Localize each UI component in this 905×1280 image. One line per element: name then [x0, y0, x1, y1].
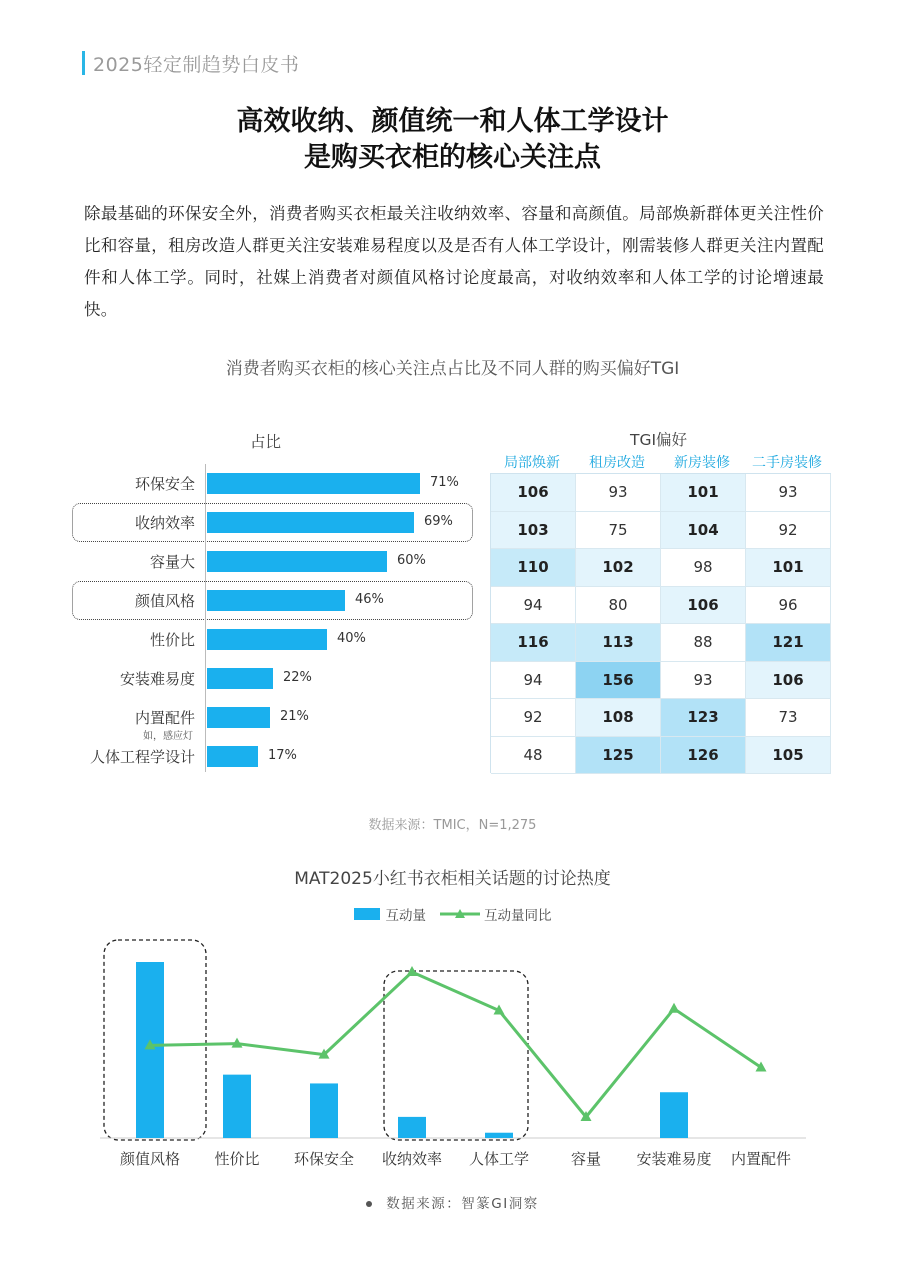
highlight-box	[384, 971, 528, 1140]
x-tick-label: 收纳效率	[381, 1150, 442, 1168]
share-bar	[207, 629, 327, 650]
tgi-cell: 106	[491, 474, 576, 512]
page-title	[0, 104, 905, 176]
tgi-cell: 125	[576, 737, 661, 775]
source-note-1: 数据来源：TMIC，N=1,275	[368, 818, 537, 833]
tgi-table	[490, 473, 831, 773]
legend-bar-label: 互动量	[385, 908, 426, 924]
x-tick-label: 颜值风格	[119, 1150, 180, 1168]
share-column-title: 占比	[250, 433, 282, 451]
tgi-cell: 92	[746, 512, 831, 550]
tgi-cell: 108	[576, 699, 661, 737]
source-note-2	[0, 1192, 905, 1212]
tgi-cell: 106	[746, 662, 831, 700]
tgi-cell: 156	[576, 662, 661, 700]
bar-category-note: 如，感应灯	[143, 731, 193, 742]
header	[82, 50, 299, 76]
tgi-cell: 123	[661, 699, 746, 737]
tgi-cell: 98	[661, 549, 746, 587]
share-bar-value: 21%	[280, 709, 309, 724]
tgi-column-title: TGI偏好	[630, 431, 688, 449]
share-bar	[207, 512, 414, 533]
legend-bar-swatch	[354, 908, 380, 920]
tgi-cell: 101	[661, 474, 746, 512]
tgi-cell: 103	[491, 512, 576, 550]
tgi-cell: 75	[576, 512, 661, 550]
x-tick-label: 环保安全	[293, 1150, 354, 1168]
share-bar	[207, 551, 387, 572]
chart2-legend	[0, 904, 905, 924]
bar-category-label: 环保安全	[134, 475, 195, 493]
x-tick-label: 容量	[570, 1150, 601, 1168]
tgi-column-header: 租房改造	[589, 455, 645, 471]
bar-category-label: 内置配件	[134, 709, 195, 727]
interaction-bar	[136, 962, 164, 1138]
x-tick-label: 性价比	[214, 1150, 260, 1168]
x-tick-label: 人体工学	[468, 1150, 529, 1168]
header-title: 2025轻定制趋势白皮书	[93, 53, 300, 76]
bar-category-label: 安装难易度	[119, 670, 195, 688]
share-bar	[207, 707, 270, 728]
tgi-cell: 121	[746, 624, 831, 662]
share-bar-value: 69%	[424, 514, 453, 529]
interaction-bar	[310, 1083, 338, 1138]
share-bar-value: 71%	[430, 475, 459, 490]
share-bar-value: 17%	[268, 748, 297, 763]
share-bar-value: 22%	[283, 670, 312, 685]
x-tick-label: 内置配件	[730, 1150, 791, 1168]
interaction-bar	[660, 1092, 688, 1138]
tgi-cell: 104	[661, 512, 746, 550]
interaction-bar	[398, 1117, 426, 1138]
bar-category-label: 性价比	[149, 631, 195, 649]
discussion-heat-chart	[100, 932, 810, 1147]
share-bar	[207, 746, 258, 767]
source-note-2-text: 数据来源：智篆GI洞察	[386, 1196, 539, 1212]
tgi-cell: 101	[746, 549, 831, 587]
interaction-bar	[485, 1133, 513, 1138]
share-bar-value: 60%	[397, 553, 426, 568]
tgi-cell: 102	[576, 549, 661, 587]
tgi-cell: 106	[661, 587, 746, 625]
header-accent-bar	[82, 51, 85, 75]
tgi-cell: 93	[576, 474, 661, 512]
tgi-cell: 80	[576, 587, 661, 625]
tgi-cell: 113	[576, 624, 661, 662]
interaction-bar	[223, 1075, 251, 1138]
page-title-line2: 是购买衣柜的核心关注点	[304, 142, 601, 173]
share-bar	[207, 473, 420, 494]
tgi-column-header: 局部焕新	[504, 455, 560, 471]
tgi-cell: 73	[746, 699, 831, 737]
legend-line-label: 互动量同比	[484, 908, 552, 924]
tgi-cell: 110	[491, 549, 576, 587]
share-bar-value: 40%	[337, 631, 366, 646]
legend-line-swatch	[440, 908, 480, 920]
page-title-line1: 高效收纳、颜值统一和人体工学设计	[236, 106, 669, 137]
tgi-cell: 88	[661, 624, 746, 662]
tgi-cell: 105	[746, 737, 831, 775]
tgi-cell: 48	[491, 737, 576, 775]
tgi-cell: 116	[491, 624, 576, 662]
bar-category-label: 人体工程学设计	[89, 748, 195, 766]
share-bar	[207, 590, 345, 611]
tgi-cell: 96	[746, 587, 831, 625]
chart2-title: MAT2025小红书衣柜相关话题的讨论热度	[294, 869, 611, 889]
bar-category-label: 容量大	[149, 553, 195, 571]
x-tick-label: 安装难易度	[636, 1150, 712, 1168]
bar-category-label: 收纳效率	[134, 514, 195, 532]
tgi-cell: 94	[491, 587, 576, 625]
share-axis-line	[205, 464, 206, 772]
tgi-cell: 93	[661, 662, 746, 700]
tgi-column-header: 新房装修	[674, 455, 730, 471]
intro-paragraph: 除最基础的环保安全外，消费者购买衣柜最关注收纳效率、容量和高颜值。局部焕新群体更关注性价比和容量，租房改造人群更关注安装难易程度以及是否有人体工学设计，刚需装修人群更关注内置配件和人体工学。同时，社媒上消费者对颜值风格讨论度最高，对收纳效率和人体工学的讨论增速最快。	[84, 204, 824, 319]
tgi-cell: 94	[491, 662, 576, 700]
tgi-cell: 93	[746, 474, 831, 512]
bullet-dot-icon	[366, 1201, 372, 1207]
tgi-cell: 126	[661, 737, 746, 775]
chart1-title: 消费者购买衣柜的核心关注点占比及不同人群的购买偏好TGI	[225, 359, 680, 379]
share-bar-value: 46%	[355, 592, 384, 607]
share-bar	[207, 668, 273, 689]
tgi-column-header: 二手房装修	[752, 455, 822, 471]
tgi-cell: 92	[491, 699, 576, 737]
yoy-point-marker	[669, 1003, 680, 1013]
bar-category-label: 颜值风格	[134, 592, 195, 610]
